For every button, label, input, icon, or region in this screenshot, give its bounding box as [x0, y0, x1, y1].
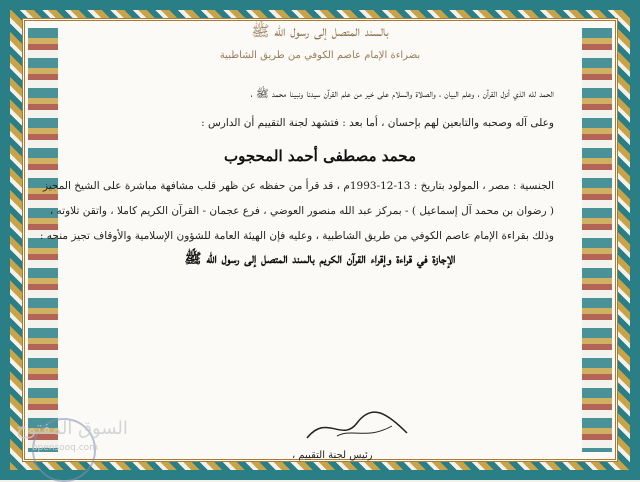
body-line-3: الجنسية : مصر ، المولود بتاريخ : 13-12-1993م ، قد قرأ من حفظه عن ظهر قلب مشافهة مباشرة على الشيخ المجيز	[42, 180, 554, 192]
signature-label: رئيس لجنة التقييم ،	[292, 450, 373, 461]
certificate-content	[16, 10, 578, 470]
watermark: السوق المفتوح	[16, 418, 128, 439]
body-line-1: الحمد لله الذي أنزل القرآن ، وعلم البيان ، والصلاة والسلام على خير من علم القرآن سيدنا ونبينا محمد ﷺ ،	[250, 88, 554, 100]
body-line-2: وعلى آله وصحبه والتابعين لهم بإحسان ، أما بعد : فتشهد لجنة التقييم أن الدارس :	[201, 117, 554, 129]
signature-icon	[297, 408, 417, 448]
body-line-4: ( رضوان بن محمد آل إسماعيل ) - بمركز عبد الله منصور العوضي ، فرع عجمان - القرآن الكريم كاملا ، واتقن تلاوته ،	[49, 205, 554, 217]
watermark-sub: opensooq.com	[32, 443, 98, 453]
ijaza-statement: الإجازة في قراءة وإقراء القرآن الكريم بالسند المتصل إلى رسول الله ﷺ	[184, 251, 456, 267]
student-name: محمد مصطفى أحمد المحجوب	[224, 147, 416, 165]
certificate-subtitle: بضراءة الإمام عاصم الكوفي من طريق الشاطبية	[219, 50, 421, 61]
body-line-5: وذلك بقراءة الإمام عاصم الكوفي من طريق الشاطبية ، وعليه فإن الهيئة العامة للشؤون الإسلامية والأوقاف تجيز منحه :	[39, 230, 554, 242]
certificate-title: بالسند المتصل إلى رسول الله ﷺ	[251, 22, 389, 40]
ornament-right	[582, 28, 612, 452]
